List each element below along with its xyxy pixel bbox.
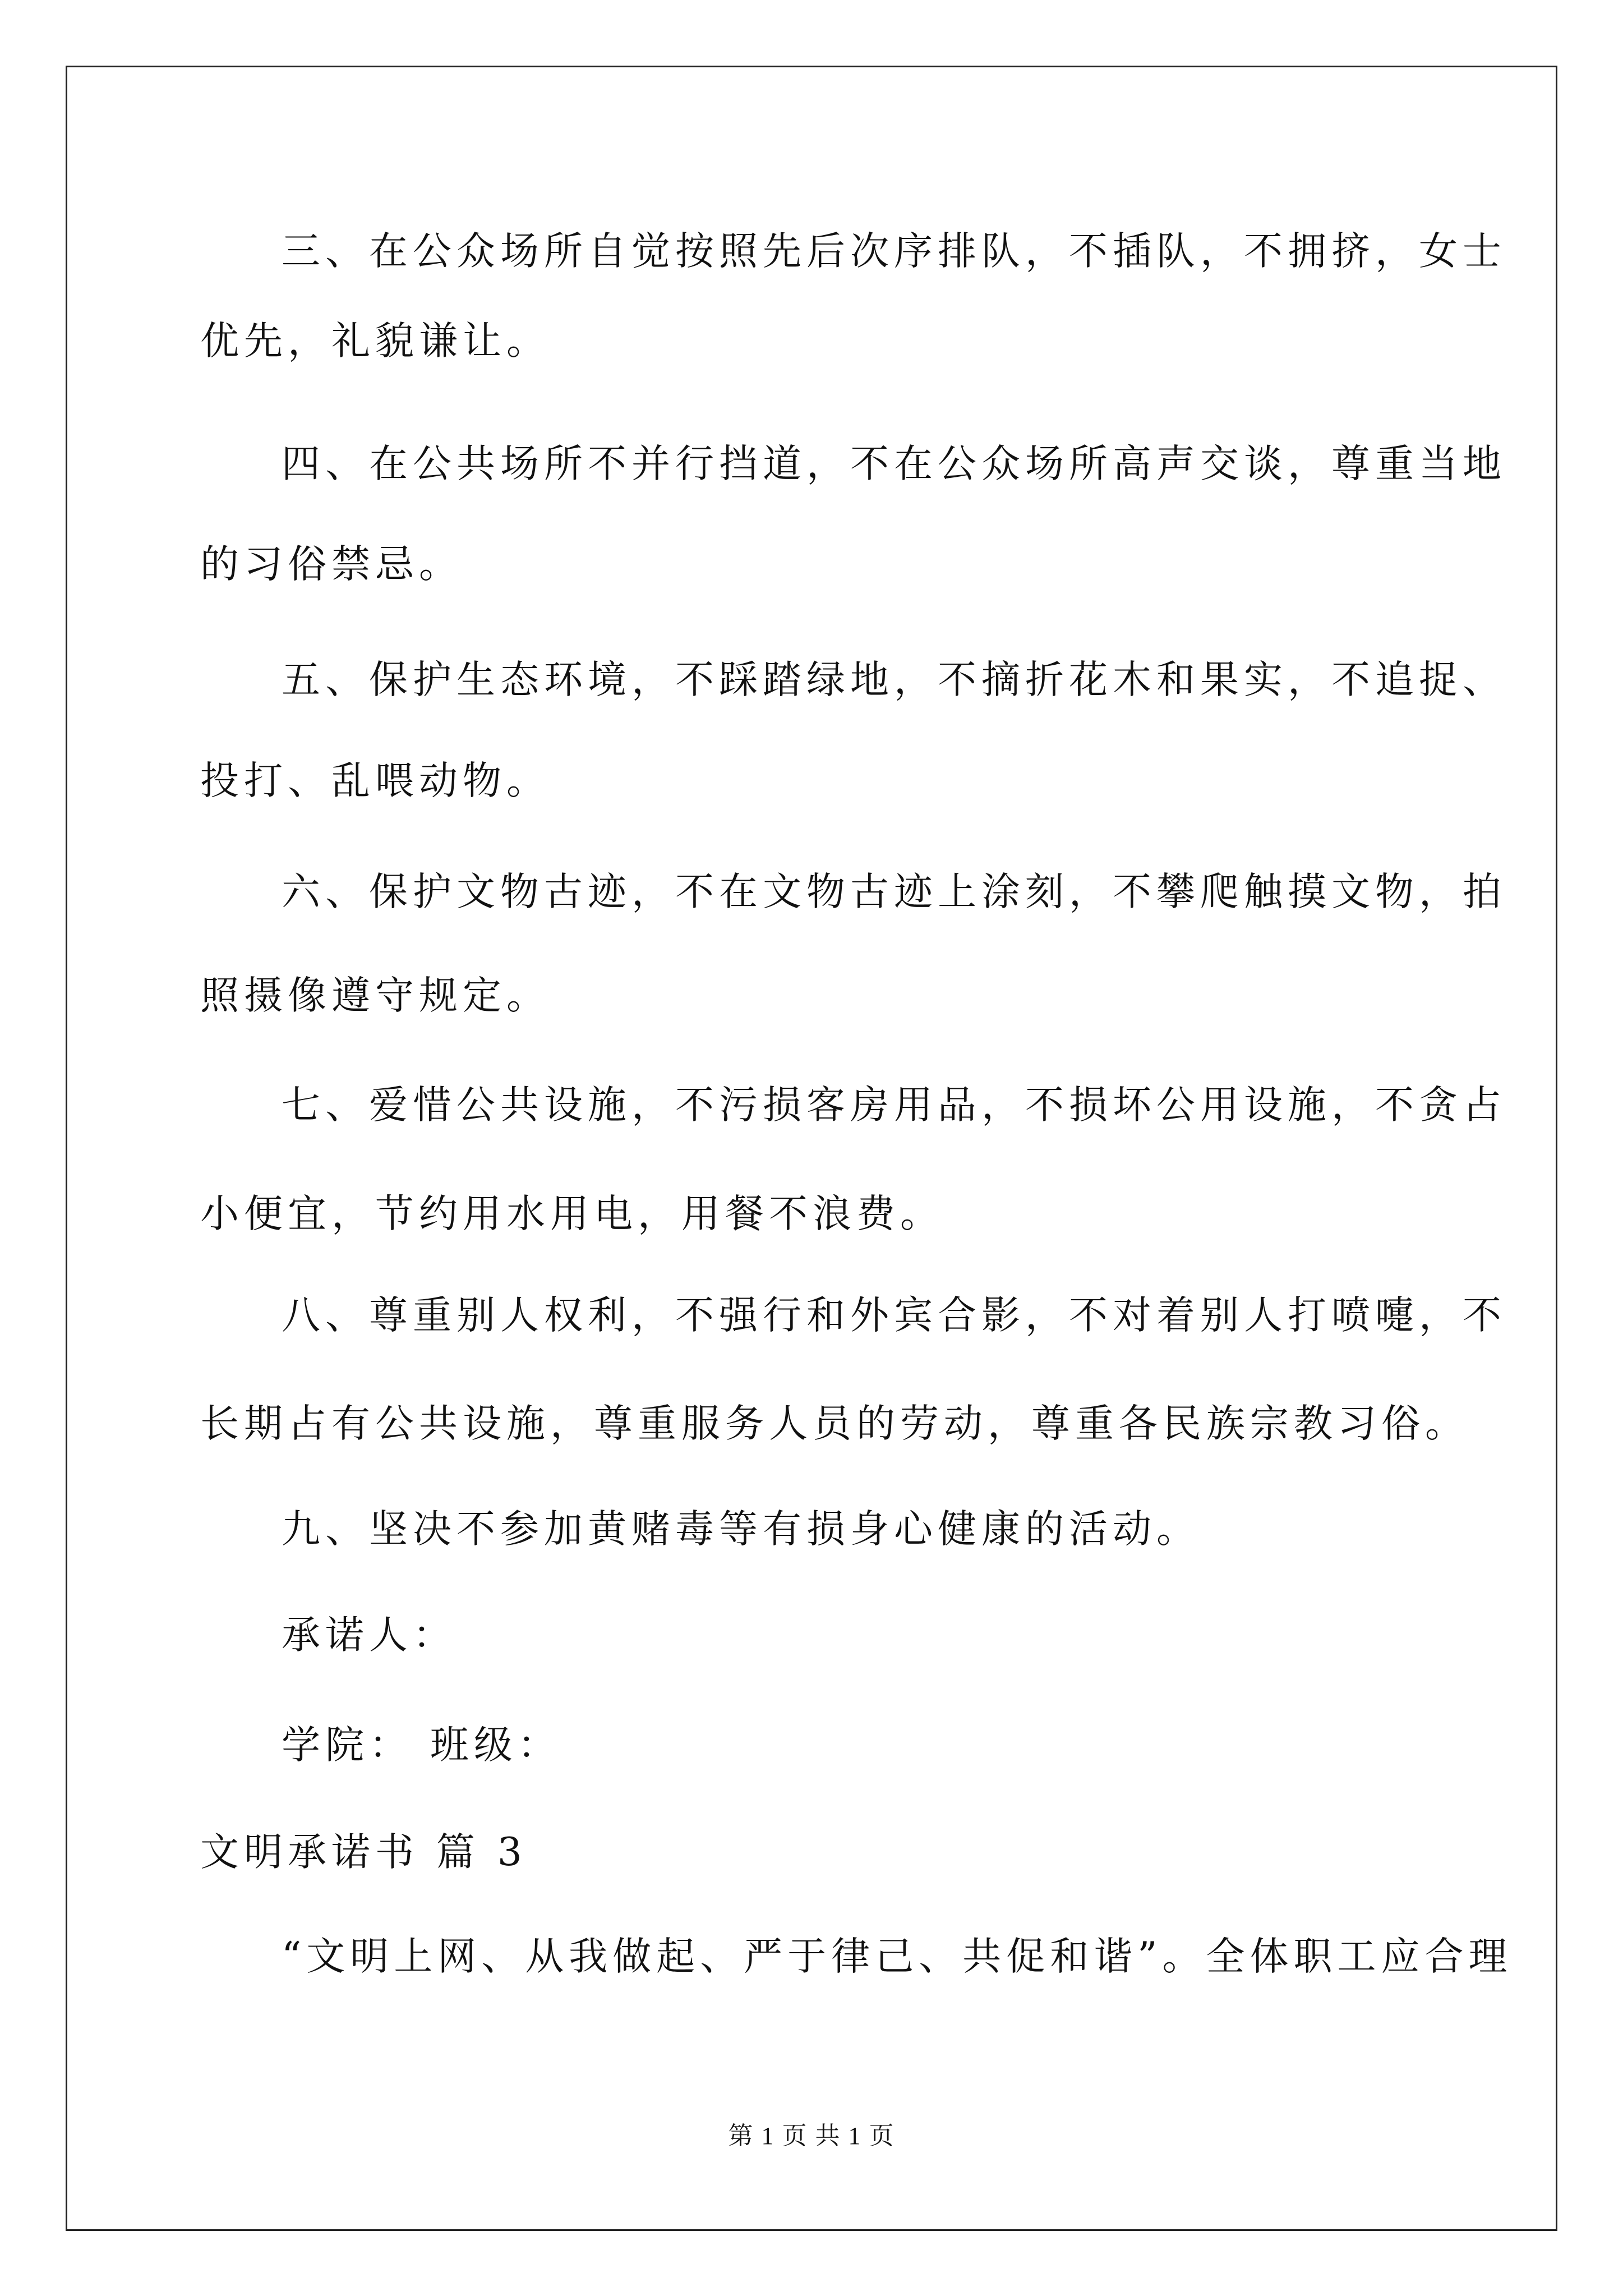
paragraph-7-line-1: 七、爱惜公共设施，不污损客房用品，不损坏公用设施，不贪占 — [282, 1083, 1506, 1128]
paragraph-6-line-1: 六、保护文物古迹，不在文物古迹上涂刻，不攀爬触摸文物，拍 — [282, 869, 1506, 914]
paragraph-5-line-1: 五、保护生态环境，不踩踏绿地，不摘折花木和果实，不追捉、 — [282, 657, 1506, 702]
paragraph-4-line-2: 的习俗禁忌。 — [200, 542, 463, 587]
paragraph-3-line-1: 三、在公众场所自觉按照先后次序排队，不插队，不拥挤，女士 — [282, 229, 1506, 274]
section-heading: 文明承诺书 篇 3 — [200, 1830, 527, 1875]
paragraph-9: 九、坚决不参加黄赌毒等有损身心健康的活动。 — [282, 1507, 1200, 1552]
paragraph-3-line-2: 优先，礼貌谦让。 — [200, 319, 550, 364]
paragraph-6-line-2: 照摄像遵守规定。 — [200, 973, 550, 1018]
signer-label: 承诺人： — [282, 1613, 457, 1658]
page-number: 第 1 页 共 1 页 — [728, 2122, 895, 2150]
paragraph-intro: “文明上网、从我做起、严于律己、共促和谐”。全体职工应合理 — [282, 1934, 1513, 1979]
paragraph-8-line-1: 八、尊重别人权利，不强行和外宾合影，不对着别人打喷嚏，不 — [282, 1293, 1506, 1338]
page-border — [66, 66, 1557, 2231]
paragraph-7-line-2: 小便宜，节约用水用电，用餐不浪费。 — [200, 1191, 944, 1236]
paragraph-5-line-2: 投打、乱喂动物。 — [200, 758, 550, 803]
paragraph-8-line-2: 长期占有公共设施，尊重服务人员的劳动，尊重各民族宗教习俗。 — [200, 1401, 1469, 1446]
paragraph-4-line-1: 四、在公共场所不并行挡道，不在公众场所高声交谈，尊重当地 — [282, 441, 1506, 486]
college-class-label: 学院： 班级： — [282, 1723, 561, 1768]
